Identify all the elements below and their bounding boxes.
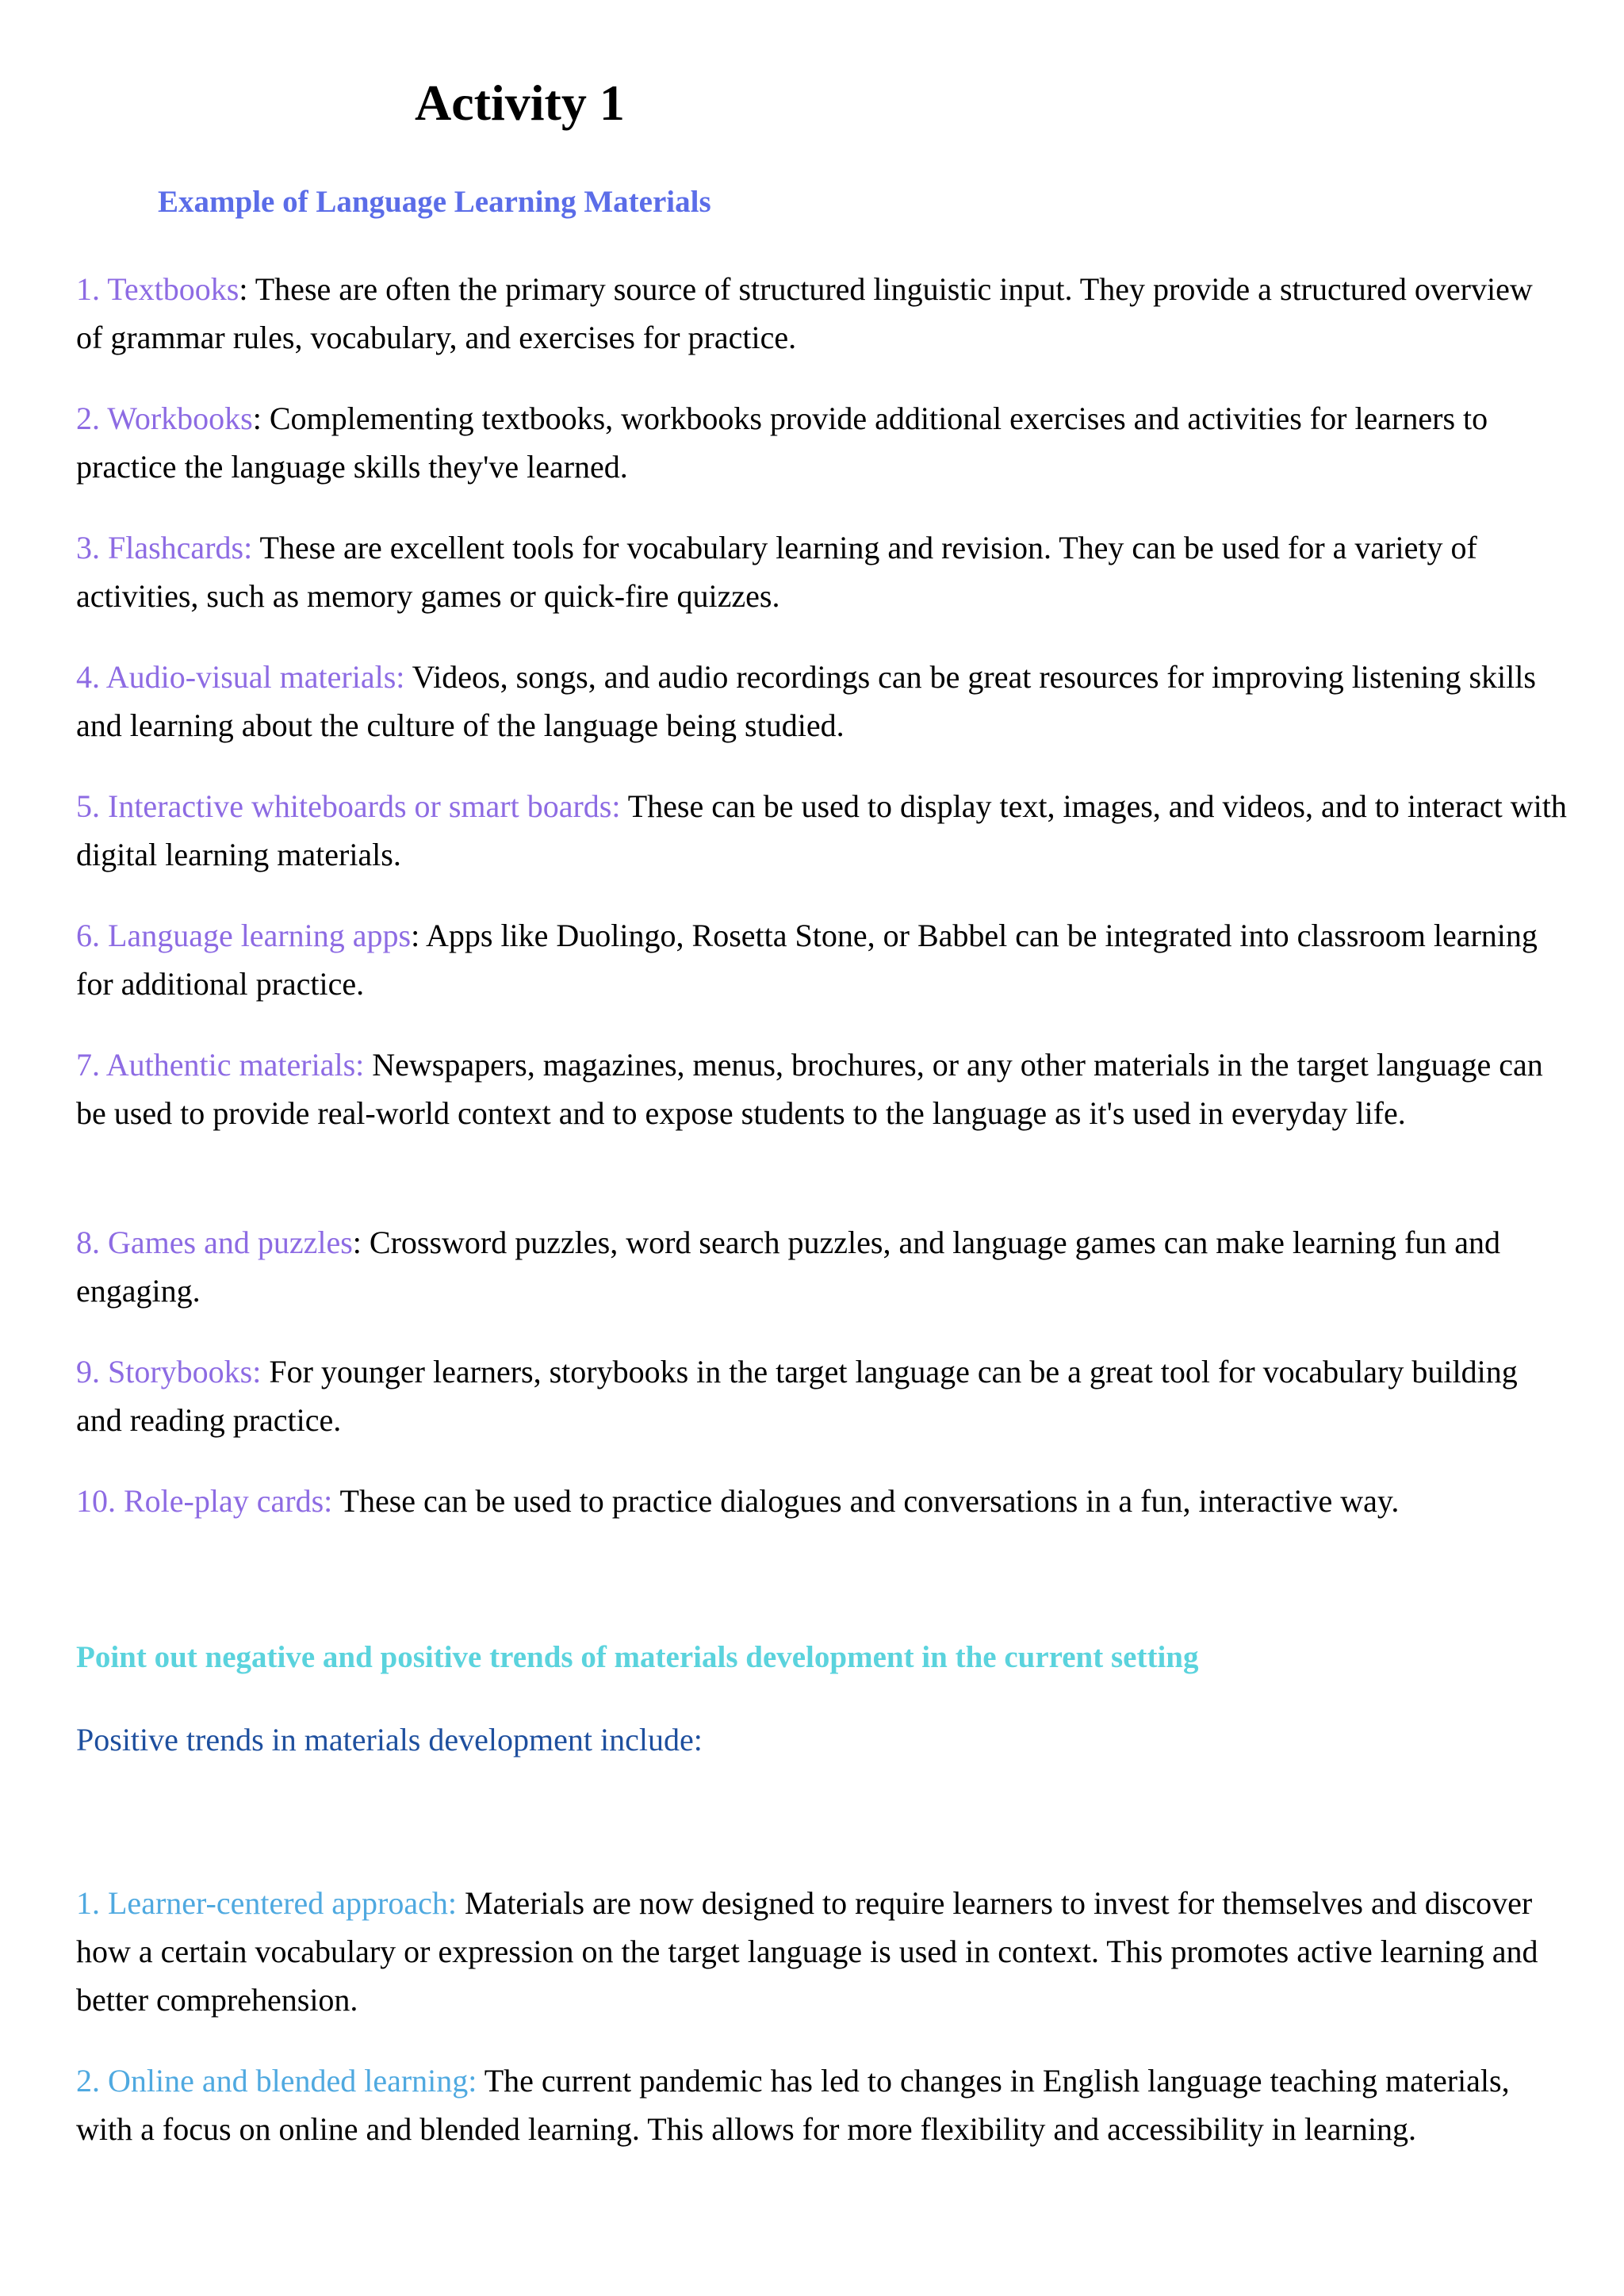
- trend-item-learner-centered: [76, 1879, 1567, 2024]
- item-label: 8. Games and puzzles: [76, 1225, 353, 1260]
- item-text: For younger learners, storybooks in the target language can be a great tool for vocabulary building and reading practice.: [76, 1354, 1518, 1438]
- item-label: 6. Language learning apps: [76, 918, 412, 953]
- item-text: The current pandemic has led to changes in English language teaching materials, with a focus on online and blended learning. This allows for more flexibility and accessibility in learning.: [76, 2063, 1510, 2147]
- positive-trends-intro: Positive trends in materials development include:: [76, 1722, 703, 1757]
- item-text: These are excellent tools for vocabulary learning and revision. They can be used for a variety of activities, such as memory games or quick-fire quizzes.: [76, 530, 1477, 614]
- item-label: 5. Interactive whiteboards or smart boards:: [76, 788, 621, 824]
- item-separator: [261, 1354, 269, 1389]
- item-text: Apps like Duolingo, Rosetta Stone, or Babbel can be integrated into classroom learning for additional practice.: [76, 918, 1538, 1002]
- item-label: 10. Role-play cards:: [76, 1483, 333, 1519]
- item-label: 4. Audio-visual materials:: [76, 659, 405, 695]
- material-item-textbooks: [76, 265, 1567, 362]
- item-label: 2. Online and blended learning:: [76, 2063, 477, 2099]
- trends-heading: Point out negative and positive trends of materials development in the current setting: [76, 1640, 1199, 1674]
- material-item-authentic: [76, 1041, 1567, 1137]
- item-separator: [332, 1483, 339, 1519]
- item-separator: :: [239, 271, 255, 307]
- trend-item-online-blended: [76, 2056, 1567, 2153]
- material-item-apps: [76, 911, 1567, 1008]
- item-label: 1. Textbooks: [76, 271, 239, 307]
- item-text: Crossword puzzles, word search puzzles, and language games can make learning fun and engaging.: [76, 1225, 1501, 1309]
- item-label: 9. Storybooks:: [76, 1354, 262, 1389]
- material-item-games: [76, 1218, 1567, 1315]
- item-text: These can be used to practice dialogues and conversations in a fun, interactive way.: [339, 1483, 1400, 1519]
- item-separator: :: [411, 918, 426, 953]
- item-separator: [457, 1885, 465, 1921]
- material-item-audio-visual: [76, 653, 1567, 749]
- item-text: Materials are now designed to require learners to invest for themselves and discover how a certain vocabulary or expression on the target language is used in context. This promotes active learning and better comprehension.: [76, 1885, 1538, 2018]
- material-item-storybooks: [76, 1347, 1567, 1444]
- item-text: Complementing textbooks, workbooks provide additional exercises and activities for learners to practice the language skills they've learned.: [76, 401, 1488, 485]
- material-item-role-play: [76, 1477, 1567, 1525]
- item-separator: [404, 659, 412, 695]
- item-text: These can be used to display text, images, and videos, and to interact with digital learning materials.: [76, 788, 1567, 872]
- item-label: 1. Learner-centered approach:: [76, 1885, 457, 1921]
- materials-subheading: Example of Language Learning Materials: [158, 185, 711, 219]
- item-separator: [620, 788, 627, 824]
- material-item-workbooks: [76, 394, 1567, 491]
- item-separator: :: [252, 401, 270, 436]
- page-title: Activity 1: [415, 75, 625, 131]
- item-text: Videos, songs, and audio recordings can be great resources for improving listening skills and learning about the culture of the language being studied.: [76, 659, 1536, 743]
- item-label: 2. Workbooks: [76, 401, 253, 436]
- item-separator: :: [352, 1225, 370, 1260]
- material-item-whiteboards: [76, 782, 1567, 879]
- item-text: These are often the primary source of structured linguistic input. They provide a structured overview of grammar rules, vocabulary, and exercises for practice.: [76, 271, 1533, 355]
- item-separator: [364, 1047, 372, 1083]
- item-text: Newspapers, magazines, menus, brochures, or any other materials in the target language can be used to provide real-world context and to expose students to the language as it's used in everyday life.: [76, 1047, 1543, 1131]
- item-label: 7. Authentic materials:: [76, 1047, 365, 1083]
- item-label: 3. Flashcards:: [76, 530, 253, 565]
- material-item-flashcards: [76, 523, 1567, 620]
- item-separator: [477, 2063, 484, 2099]
